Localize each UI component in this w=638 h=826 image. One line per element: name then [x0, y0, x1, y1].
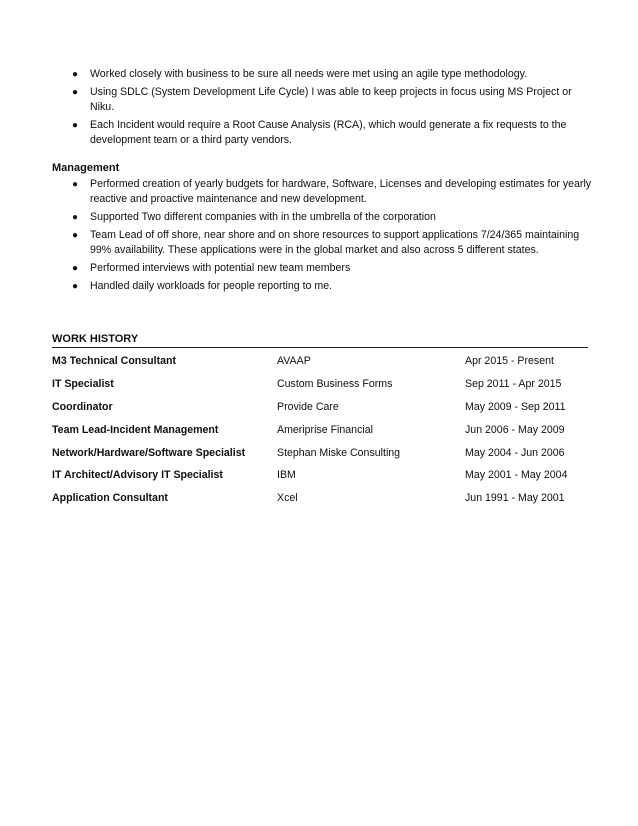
list-item: [52, 118, 592, 148]
bullet-icon: ●: [72, 212, 79, 223]
table-row: [52, 373, 588, 396]
table-row: [52, 464, 588, 487]
date-range: May 2001 - May 2004: [465, 469, 568, 482]
list-item: [52, 67, 592, 82]
bullet-text: Worked closely with business to be sure all needs were met using an agile type methodology.: [90, 68, 528, 80]
list-item: [52, 228, 592, 258]
bullet-icon: ●: [72, 179, 79, 190]
bullet-icon: ●: [72, 120, 79, 131]
job-title: Application Consultant: [52, 492, 168, 505]
table-row: [52, 418, 588, 441]
list-item: [52, 177, 592, 207]
job-title: Network/Hardware/Software Specialist: [52, 446, 246, 459]
bullet-icon: ●: [72, 69, 79, 80]
company-name: Provide Care: [277, 400, 339, 413]
list-item: [52, 279, 592, 294]
list-item: [52, 210, 592, 225]
job-title: M3 Technical Consultant: [52, 355, 177, 368]
job-title: IT Specialist: [52, 378, 114, 391]
list-item: [52, 85, 592, 115]
work-history-table: [52, 350, 588, 510]
management-list: [52, 177, 592, 297]
bullet-icon: ●: [72, 263, 79, 274]
company-name: IBM: [277, 469, 296, 482]
management-heading: Management: [52, 162, 120, 174]
date-range: Jun 1991 - May 2001: [465, 492, 565, 505]
company-name: Ameriprise Financial: [277, 423, 373, 436]
job-title: Team Lead-Incident Management: [52, 423, 219, 436]
table-row: [52, 441, 588, 464]
list-item: [52, 261, 592, 276]
company-name: Stephan Miske Consulting: [277, 446, 401, 459]
work-history-heading: WORK HISTORY: [52, 333, 139, 345]
date-range: Jun 2006 - May 2009: [465, 423, 565, 436]
company-name: Custom Business Forms: [277, 378, 393, 391]
bullet-text: Using SDLC (System Development Life Cycle) I was able to keep projects in focus using MS Project or Niku.: [90, 86, 572, 113]
bullet-text: Performed creation of yearly budgets for hardware, Software, Licenses and developing estimates for yearly reactive and proactive maintenance and new development.: [90, 178, 592, 205]
date-range: May 2004 - Jun 2006: [465, 446, 565, 459]
bullet-text: Each Incident would require a Root Cause Analysis (RCA), which would generate a fix requests to the development team or a third party vendors.: [90, 119, 567, 146]
job-title: IT Architect/Advisory IT Specialist: [52, 469, 223, 482]
table-row: [52, 396, 588, 419]
table-row: [52, 350, 588, 373]
bullet-text: Handled daily workloads for people reporting to me.: [90, 280, 333, 292]
job-title: Coordinator: [52, 400, 113, 413]
table-row: [52, 487, 588, 510]
bullet-icon: ●: [72, 281, 79, 292]
bullet-text: Performed interviews with potential new team members: [90, 262, 351, 274]
bullet-icon: ●: [72, 87, 79, 98]
company-name: AVAAP: [277, 355, 311, 368]
date-range: Sep 2011 - Apr 2015: [465, 378, 562, 391]
responsibilities-list: [52, 67, 592, 151]
bullet-text: Supported Two different companies with in the umbrella of the corporation: [90, 211, 436, 223]
section-divider: [52, 347, 588, 348]
bullet-icon: ●: [72, 230, 79, 241]
company-name: Xcel: [277, 492, 298, 505]
bullet-text: Team Lead of off shore, near shore and on shore resources to support applications 7/24/365 maintaining 99% availability. These applications were in the global market and also across 5 different states.: [90, 229, 580, 256]
date-range: Apr 2015 - Present: [465, 355, 554, 368]
date-range: May 2009 - Sep 2011: [465, 400, 566, 413]
